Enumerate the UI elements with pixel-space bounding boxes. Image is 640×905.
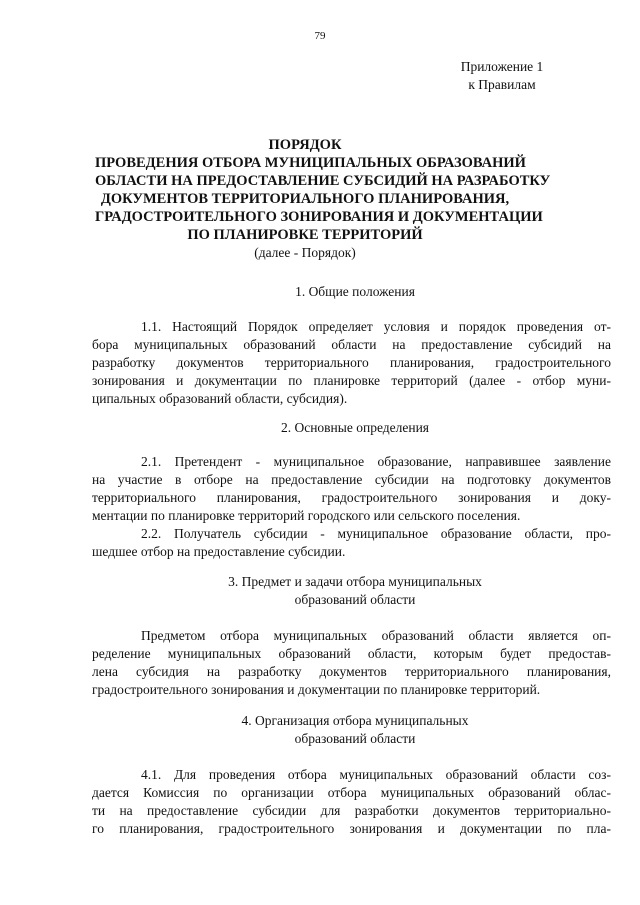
title-line-6: ПО ПЛАНИРОВКЕ ТЕРРИТОРИЙ [187, 227, 423, 243]
paragraph-3 [92, 627, 611, 699]
page-number: 79 [314, 30, 326, 42]
section-4-heading [95, 712, 615, 748]
title-line-4: ДОКУМЕНТОВ ТЕРРИТОРИАЛЬНОГО ПЛАНИРОВАНИЯ, [100, 191, 510, 207]
section-2-heading [95, 419, 615, 437]
title-line-3: ОБЛАСТИ НА ПРЕДОСТАВЛЕНИЕ СУБСИДИЙ НА РАЗРАБОТКУ [95, 173, 551, 189]
paragraph-line: 2.1. Претендент - муниципальное образование, направившее заявление [141, 454, 611, 469]
paragraph-line: на участие в отборе на предоставление субсидии на подготовку документов [92, 472, 611, 487]
section-3-heading-line-2: образований области [294, 592, 416, 607]
paragraph-line: зонирования и документации по планировке территорий (далее - отбор муни- [92, 373, 611, 388]
title-line-2: ПРОВЕДЕНИЯ ОТБОРА МУНИЦИПАЛЬНЫХ ОБРАЗОВАНИЙ [95, 155, 526, 171]
paragraph-line: го планирования, градостроительного зонирования и документации по пла- [92, 821, 611, 836]
annex-line-1: Приложение 1 [460, 59, 544, 74]
paragraph-line: Предметом отбора муниципальных образований области является оп- [141, 628, 611, 643]
paragraph-line: 2.2. Получатель субсидии - муниципальное образование области, про- [141, 526, 611, 541]
paragraph-line: ти на предоставление субсидии для разработки документов территориально- [92, 803, 611, 818]
annex-reference [432, 58, 572, 94]
paragraph-line: шедшее отбор на предоставление субсидии. [92, 544, 346, 559]
section-4-heading-line-2: образований области [294, 731, 416, 746]
annex-line-2: к Правилам [468, 77, 536, 92]
section-4-heading-line-1: 4. Организация отбора муниципальных [241, 713, 469, 728]
paragraph-line: территориального планирования, градостроительного зонирования и доку- [92, 490, 611, 505]
paragraph-1-1 [92, 318, 611, 408]
paragraph-line: лена субсидия на разработку документов территориального планирования, [92, 664, 611, 679]
paragraph-4-1 [92, 766, 611, 838]
section-1-heading [95, 283, 615, 301]
paragraph-line: 4.1. Для проведения отбора муниципальных образований области соз- [141, 767, 611, 782]
document-title [95, 136, 551, 262]
paragraph-line: бора муниципальных образований области на предоставление субсидий на [92, 337, 611, 352]
paragraph-line: ределение муниципальных образований области, которым будет предостав- [92, 646, 611, 661]
section-3-heading-line-1: 3. Предмет и задачи отбора муниципальных [228, 574, 482, 589]
paragraph-2-1 [92, 453, 611, 525]
title-line-5: ГРАДОСТРОИТЕЛЬНОГО ЗОНИРОВАНИЯ И ДОКУМЕНТАЦИИ [95, 209, 543, 225]
paragraph-line: разработку документов территориального планирования, градостроительного [92, 355, 611, 370]
section-1-heading-text: 1. Общие положения [295, 284, 415, 299]
section-3-heading [95, 573, 615, 609]
title-subtitle: (далее - Порядок) [254, 245, 356, 260]
paragraph-2-2 [92, 525, 611, 561]
paragraph-line: дается Комиссия по организации отбора муниципальных образований облас- [92, 785, 611, 800]
paragraph-line: ципальных образований области, субсидия). [92, 391, 348, 406]
paragraph-line: градостроительного зонирования и документации по планировке территорий. [92, 682, 541, 697]
section-2-heading-text: 2. Основные определения [280, 420, 430, 435]
paragraph-line: ментации по планировке территорий городского или сельского поселения. [92, 508, 521, 523]
paragraph-line: 1.1. Настоящий Порядок определяет условия и порядок проведения от- [141, 319, 611, 334]
title-line-1: ПОРЯДОК [268, 137, 342, 153]
